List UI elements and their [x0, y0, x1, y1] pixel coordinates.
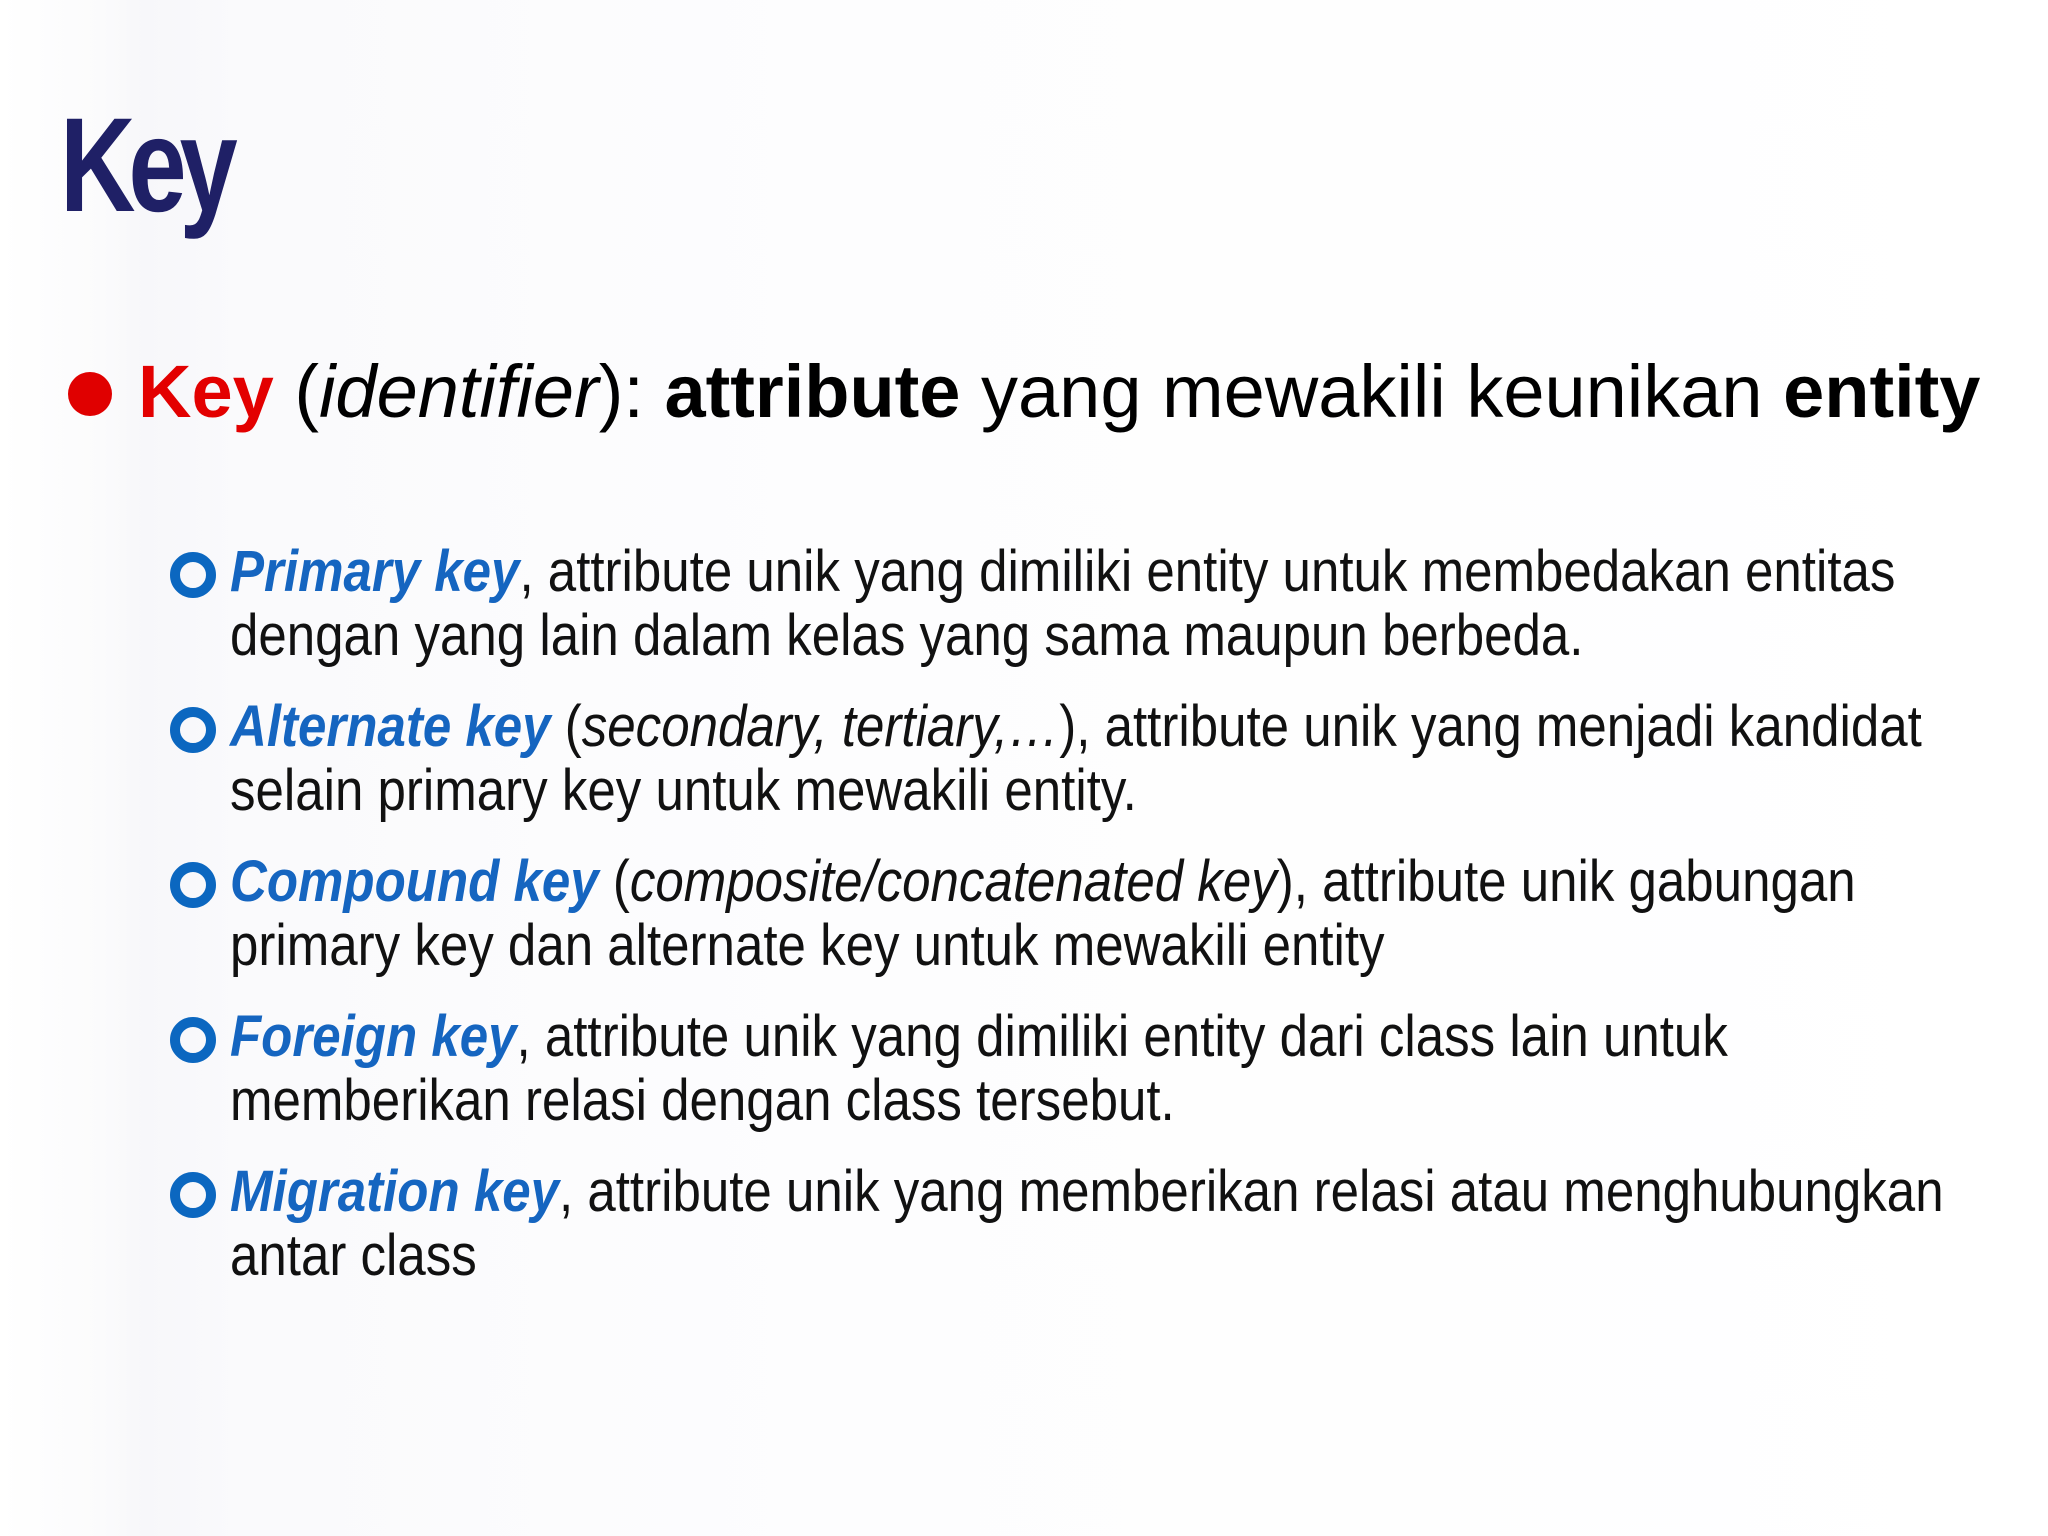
- sub-open-paren: (: [550, 694, 582, 759]
- main-alias: identifier: [318, 350, 599, 433]
- list-item-migration-key: [170, 1160, 2010, 1288]
- sub-description: , attribute unik yang memberikan relasi atau menghubungkan antar class: [230, 1159, 1944, 1288]
- main-term: Key: [138, 350, 274, 433]
- ring-bullet-icon: [170, 1017, 216, 1063]
- list-item-alternate-key: [170, 695, 2010, 823]
- list-item-primary-key: [170, 540, 2010, 668]
- ring-bullet-icon: [170, 862, 216, 908]
- sub-term: Alternate key: [230, 694, 551, 759]
- ring-bullet-icon: [170, 707, 216, 753]
- main-bullet-text: [138, 352, 1998, 432]
- list-item-foreign-key: [170, 1005, 2010, 1133]
- sub-bullet-text: [230, 695, 2000, 823]
- sub-description: ), attribute unik gabungan primary key dan alternate key untuk mewakili entity: [230, 849, 1856, 978]
- sub-bullet-list: [170, 540, 2010, 1315]
- sub-bullet-text: [230, 1005, 2000, 1133]
- sub-open-paren: (: [598, 849, 630, 914]
- sub-description: ), attribute unik yang menjadi kandidat selain primary key untuk mewakili entity.: [230, 694, 1922, 823]
- main-rest: yang mewakili keunikan: [960, 350, 1784, 433]
- sub-alias: secondary, tertiary,…: [581, 694, 1060, 759]
- sub-term: Primary key: [230, 539, 520, 604]
- sub-bullet-text: [230, 540, 2000, 668]
- main-bold-attribute: attribute: [664, 350, 961, 433]
- sub-description: , attribute unik yang dimiliki entity dari class lain untuk memberikan relasi dengan class tersebut.: [230, 1004, 1728, 1133]
- sub-bullet-text: [230, 1160, 2000, 1288]
- list-item-compound-key: [170, 850, 2010, 978]
- ring-bullet-icon: [170, 552, 216, 598]
- sub-term: Migration key: [230, 1159, 559, 1224]
- main-bullet-dot-icon: [68, 372, 112, 416]
- ring-bullet-icon: [170, 1172, 216, 1218]
- main-close-colon: ):: [598, 350, 665, 433]
- slide-title: Key: [60, 91, 231, 240]
- sub-description: , attribute unik yang dimiliki entity untuk membedakan entitas dengan yang lain dalam kelas yang sama maupun berbeda.: [230, 539, 1896, 668]
- main-bold-entity: entity: [1783, 350, 1981, 433]
- main-open-paren: (: [273, 350, 319, 433]
- sub-term: Foreign key: [230, 1004, 517, 1069]
- sub-term: Compound key: [230, 849, 599, 914]
- sub-alias: composite/concatenated key: [629, 849, 1277, 914]
- sub-bullet-text: [230, 850, 2000, 978]
